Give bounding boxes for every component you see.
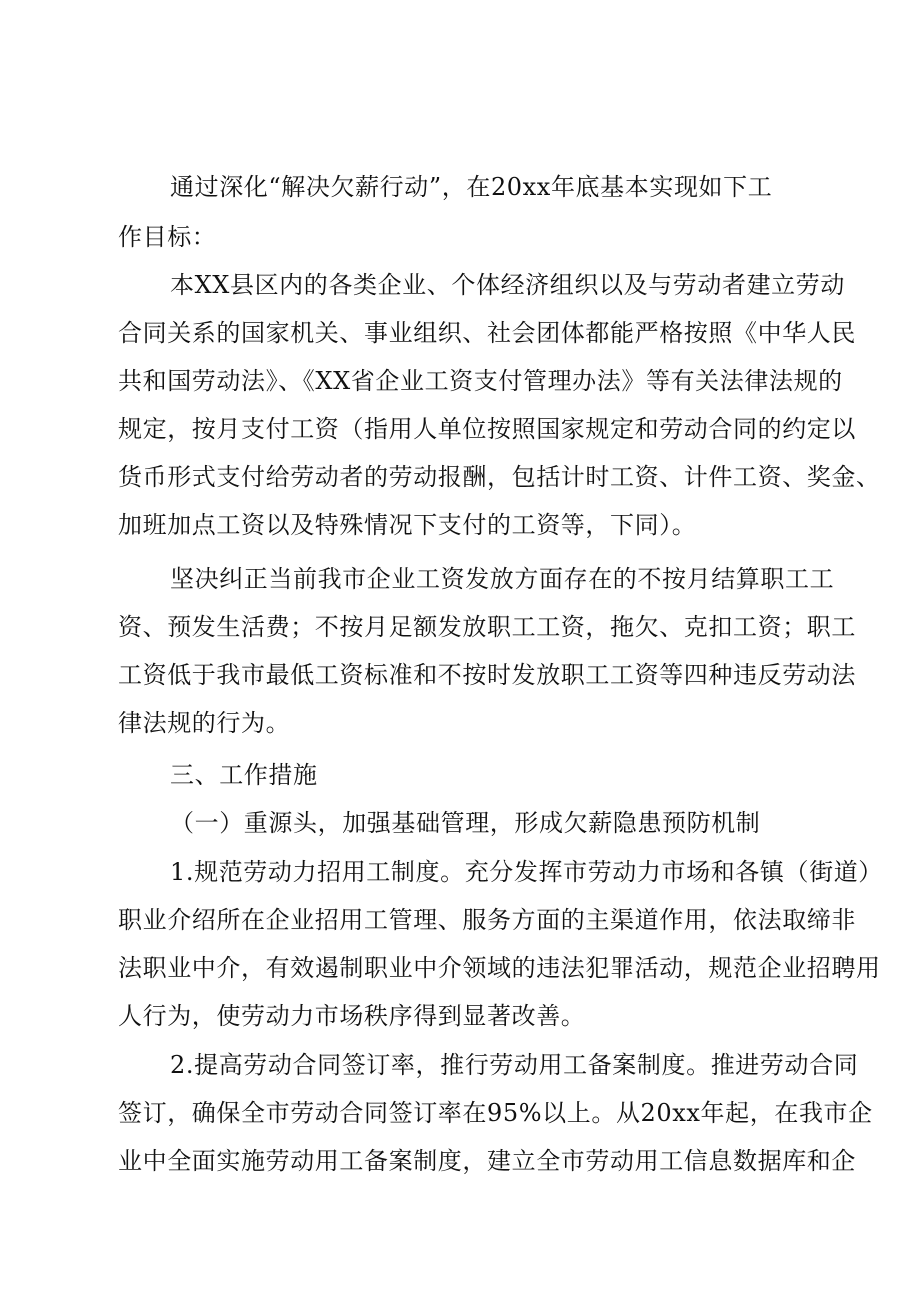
paragraph-line: 规定，按月支付工资（指用人单位按照国家规定和劳动合同的约定以 [118, 415, 856, 443]
paragraph-line: 签订，确保全市劳动合同签订率在95%以上。从20xx年起，在我市企 [118, 1099, 873, 1127]
paragraph-line: 共和国劳动法》、《XX省企业工资支付管理办法》等有关法律法规的 [118, 367, 843, 395]
paragraph-line: 作目标： [118, 223, 217, 251]
paragraph-line: 坚决纠正当前我市企业工资发放方面存在的不按月结算职工工 [170, 565, 835, 593]
subsection-heading: （一）重源头，加强基础管理，形成欠薪隐患预防机制 [170, 809, 761, 837]
paragraph-line: 货币形式支付给劳动者的劳动报酬，包括计时工资、计件工资、奖金、 [118, 463, 881, 491]
paragraph-line: 业中全面实施劳动用工备案制度，建立全市劳动用工信息数据库和企 [118, 1147, 856, 1175]
paragraph-line: 合同关系的国家机关、事业组织、社会团体都能严格按照《中华人民 [118, 319, 856, 347]
paragraph-line: 本XX县区内的各类企业、个体经济组织以及与劳动者建立劳动 [170, 271, 845, 299]
paragraph-line: 工资低于我市最低工资标准和不按时发放职工工资等四种违反劳动法 [118, 661, 856, 689]
paragraph-line: 职业介绍所在企业招用工管理、服务方面的主渠道作用，依法取缔非 [118, 906, 856, 934]
paragraph-line: 加班加点工资以及特殊情况下支付的工资等，下同）。 [118, 511, 697, 539]
paragraph-line: 2.提高劳动合同签订率，推行劳动用工备案制度。推进劳动合同 [170, 1051, 859, 1079]
paragraph-line: 律法规的行为。 [118, 709, 291, 737]
paragraph-line: 资、预发生活费；不按月足额发放职工工资，拖欠、克扣工资；职工 [118, 613, 856, 641]
paragraph-line: 1.规范劳动力招用工制度。充分发挥市劳动力市场和各镇（街道） [170, 858, 883, 886]
paragraph-line: 通过深化“解决欠薪行动”，在20xx年底基本实现如下工 [170, 173, 773, 201]
paragraph-line: 法职业中介，有效遏制职业中介领域的违法犯罪活动，规范企业招聘用 [118, 954, 881, 982]
section-heading: 三、工作措施 [170, 761, 318, 789]
paragraph-line: 人行为，使劳动力市场秩序得到显著改善。 [118, 1002, 586, 1030]
